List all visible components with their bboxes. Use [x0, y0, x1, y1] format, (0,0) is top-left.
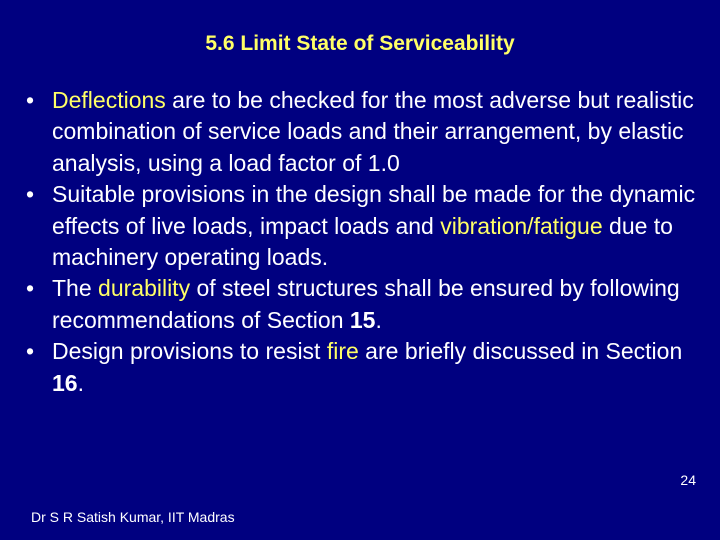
highlight-deflections: Deflections — [52, 87, 166, 113]
section-number: 15 — [349, 306, 376, 333]
bullet-marker: • — [26, 275, 35, 302]
bullet-text: are to be checked for the most adverse but realistic combination of service loads and their arrangement, by elastic analysis, using a load factor of 1.0 — [52, 87, 694, 176]
bullet-dynamic-effects — [26, 179, 696, 273]
bullet-fire — [26, 336, 696, 399]
bullet-marker: • — [26, 338, 35, 365]
highlight-durability: durability — [98, 275, 191, 302]
bullet-durability — [26, 273, 696, 336]
bullet-text: Suitable provisions in the design shall be made for the dynamic effects of live loads, impact loads and — [52, 181, 696, 239]
bullet-text: . — [375, 306, 382, 333]
bullet-list — [26, 85, 696, 399]
bullet-marker: • — [26, 181, 35, 208]
highlight-fire: fire — [326, 338, 359, 365]
bullet-text: due to machinery operating loads. — [52, 212, 673, 271]
bullet-text: of steel structures shall be ensured by following recommendations of Section — [52, 275, 680, 333]
page-number: 24 — [680, 472, 696, 488]
bullet-deflections — [26, 85, 696, 179]
bullet-text: . — [77, 369, 84, 396]
footer-author: Dr S R Satish Kumar, IIT Madras — [31, 509, 235, 525]
bullet-text: are briefly discussed in Section — [358, 338, 683, 365]
section-number: 16 — [52, 369, 78, 396]
bullet-marker: • — [26, 87, 35, 113]
slide-title: 5.6 Limit State of Serviceability — [205, 32, 515, 55]
bullet-text: The — [52, 275, 99, 302]
highlight-vibration-fatigue: vibration/fatigue — [440, 212, 603, 239]
bullet-text: Design provisions to resist — [52, 338, 327, 365]
